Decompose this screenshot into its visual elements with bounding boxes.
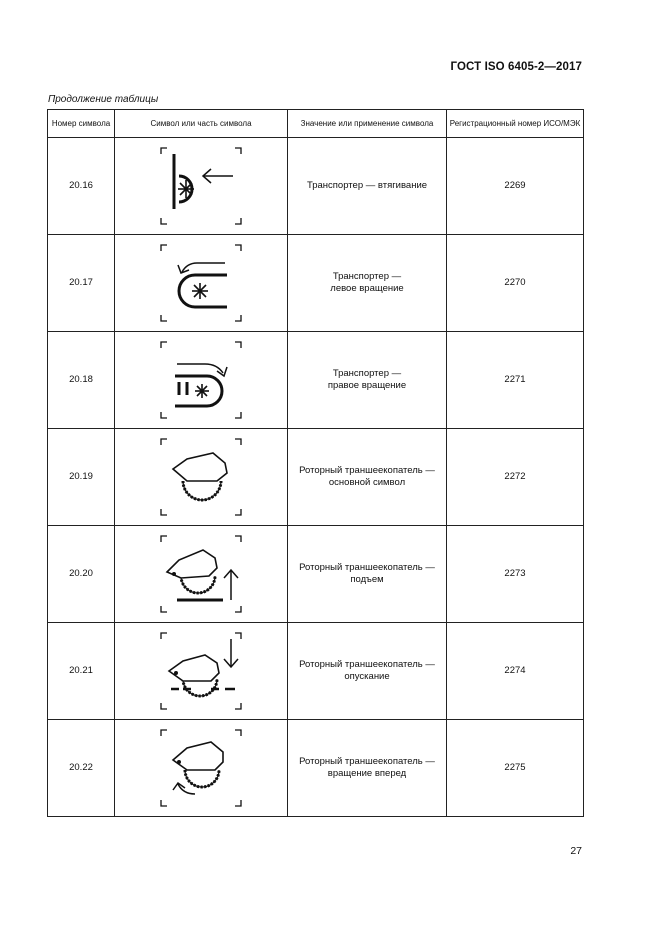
symbol-meaning [288,623,447,720]
symbols-table [47,109,584,817]
symbol-meaning [288,138,447,235]
meaning-line: Транспортер — [332,368,402,379]
header-registration-number-text: Регистрационный номер ИСО/МЭК [449,118,581,128]
table-row [48,138,584,235]
table-header-row [48,110,584,138]
header-registration-number [447,110,584,138]
meaning-line: Роторный траншеекопатель — [299,562,435,573]
registration-number: 2271 [447,332,584,429]
conveyor-right-rotation-icon [159,340,243,420]
symbol-number: 20.17 [48,235,115,332]
meaning-line: подъем [350,574,384,585]
meaning-line: Транспортер — втягивание [306,180,428,191]
registration-number: 2272 [447,429,584,526]
meaning-line: правое вращение [327,380,407,391]
symbol-meaning [288,429,447,526]
table-row [48,429,584,526]
header-symbol-number [48,110,115,138]
symbol-number: 20.16 [48,138,115,235]
meaning-line: Роторный траншеекопатель — [299,659,435,670]
header-symbol-number-text: Номер символа [51,118,111,128]
meaning-line: опускание [344,671,390,682]
symbol-meaning [288,332,447,429]
symbol-meaning [288,235,447,332]
symbol-cell [115,235,288,332]
symbol-meaning [288,526,447,623]
meaning-line: Роторный траншеекопатель — [299,756,435,767]
table-row [48,235,584,332]
registration-number: 2275 [447,720,584,817]
rotary-trencher-basic-icon [159,437,243,517]
document-header: ГОСТ ISO 6405-2—2017 [450,61,582,73]
symbol-number: 20.18 [48,332,115,429]
table-continuation-caption: Продолжение таблицы [48,94,159,105]
symbol-number: 20.19 [48,429,115,526]
rotary-trencher-lower-icon [159,631,243,711]
symbol-cell [115,526,288,623]
registration-number: 2274 [447,623,584,720]
header-meaning-text: Значение или применение символа [300,118,434,128]
header-symbol-text: Символ или часть символа [150,118,252,128]
header-meaning [288,110,447,138]
meaning-line: Транспортер — [332,271,402,282]
symbol-cell [115,623,288,720]
conveyor-retract-icon [159,146,243,226]
conveyor-left-rotation-icon [159,243,243,323]
rotary-trencher-forward-rotation-icon [159,728,243,808]
symbol-cell [115,720,288,817]
rotary-trencher-raise-icon [159,534,243,614]
table-row [48,526,584,623]
registration-number: 2269 [447,138,584,235]
symbol-number: 20.22 [48,720,115,817]
symbol-number: 20.20 [48,526,115,623]
table-row [48,623,584,720]
registration-number: 2273 [447,526,584,623]
table-row [48,332,584,429]
header-symbol [115,110,288,138]
meaning-line: вращение вперед [327,768,407,779]
symbol-cell [115,429,288,526]
meaning-line: Роторный траншеекопатель — [299,465,435,476]
meaning-line: левое вращение [330,283,404,294]
page-number: 27 [570,845,582,857]
meaning-line: основной символ [328,477,406,488]
symbol-number: 20.21 [48,623,115,720]
registration-number: 2270 [447,235,584,332]
symbol-cell [115,138,288,235]
symbol-meaning [288,720,447,817]
table-row [48,720,584,817]
symbol-cell [115,332,288,429]
